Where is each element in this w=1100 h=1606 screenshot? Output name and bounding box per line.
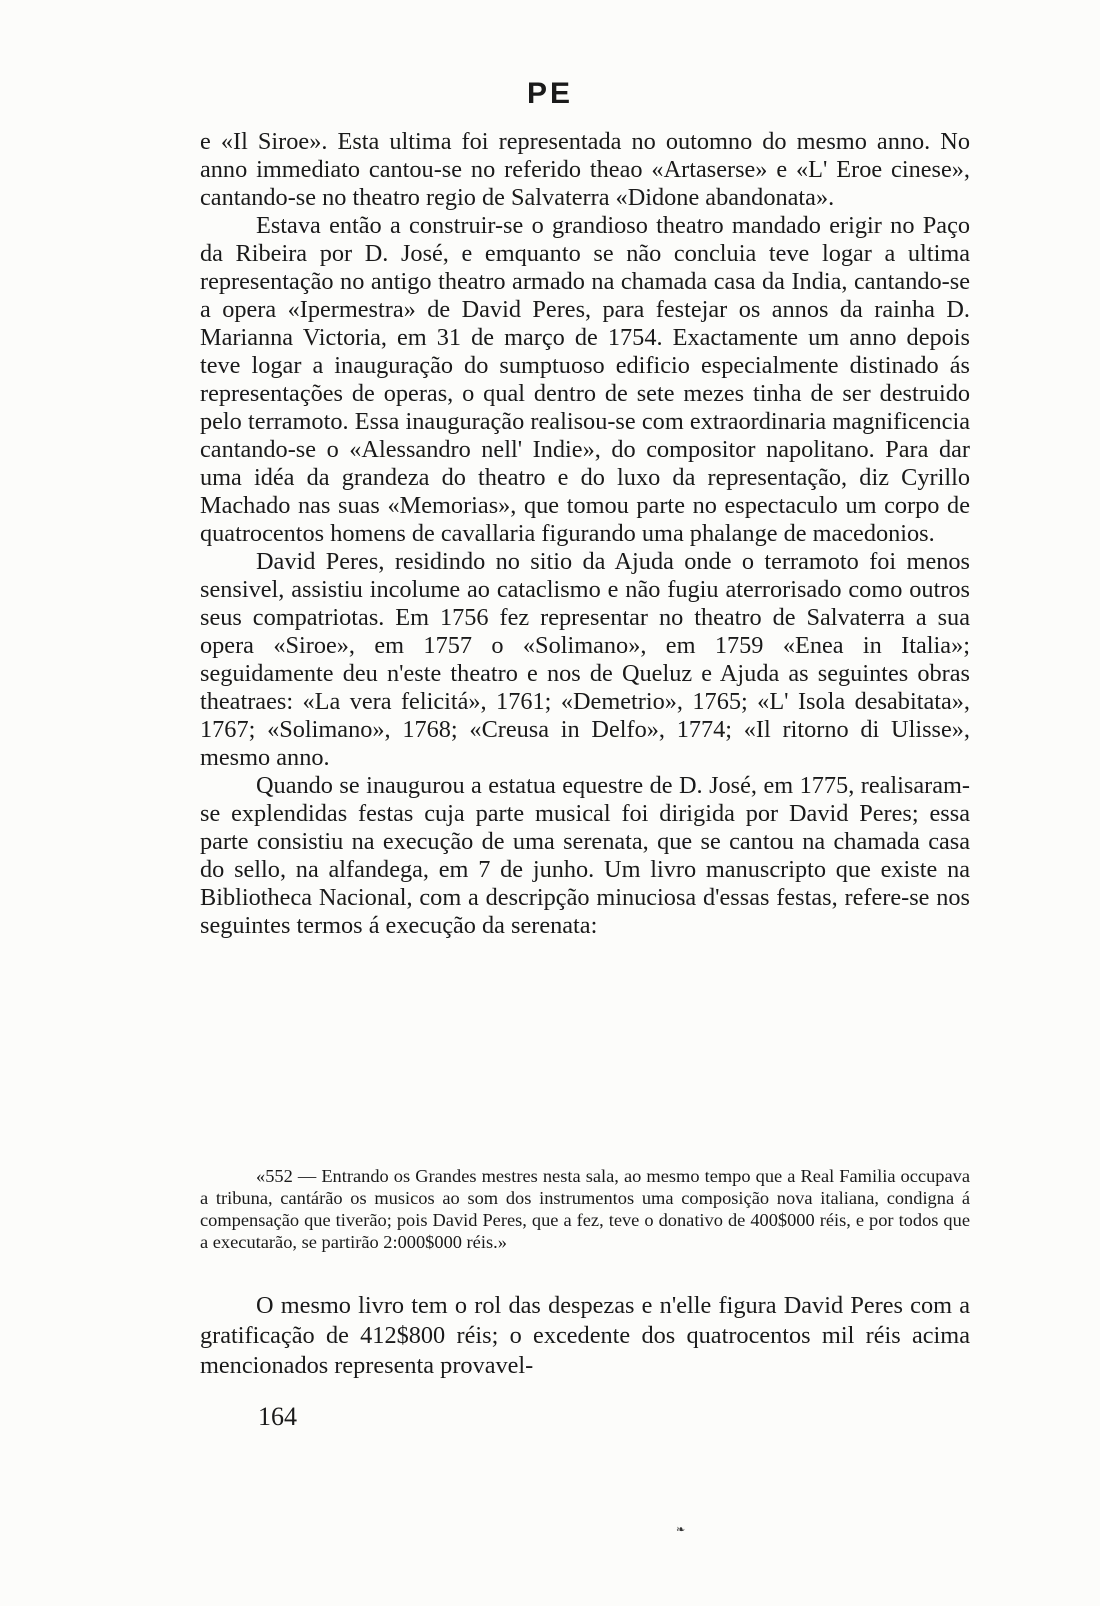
paragraph-estatua: Quando se inaugurou a estatua equestre de D. José, em 1775, realisaram-se explendidas festas cuja parte musical foi dirigida por David Peres; essa parte consistiu na execução de uma serenata, que se cantou na chamada casa do sello, na alfandega, em 7 de junho. Um livro manuscripto que existe na Bibliotheca Nacional, com a descripção minuciosa d'essas festas, refere-se nos seguintes termos á execução da serenata: [200, 772, 970, 939]
quote-text: «552 — Entrando os Grandes mestres nesta sala, ao mesmo tempo que a Real Familia occupava a tribuna, cantárão os musicos ao som dos instrumentos uma composição nova italiana, condigna á compensação que tiverão; pois David Peres, que a fez, teve o donativo de 400$000 réis, e por todos que a executarão, se partirão 2:000$000 réis.» [200, 1166, 970, 1252]
body-text [200, 128, 970, 940]
paragraph-closing: O mesmo livro tem o rol das despezas e n'elle figura David Peres com a gratificação de 412$800 réis; o excedente dos quatrocentos mil réis acima mencionados representa provavel- [200, 1292, 970, 1379]
paragraph-theatro: Estava então a construir-se o grandioso theatro mandado erigir no Paço da Ribeira por D. José, e emquanto se não concluia teve logar a ultima representação no antigo theatro armado na chamada casa da India, cantando-se a opera «Ipermestra» de David Peres, para festejar os annos da rainha D. Marianna Victoria, em 31 de março de 1754. Exactamente um anno depois teve logar a inauguração do sumptuoso edificio especialmente distinado ás representações de operas, o qual dentro de sete mezes tinha de ser destruido pelo terramoto. Essa inauguração realisou-se com extraordinaria magnificencia cantando-se o «Alessandro nell' Indie», do compositor napolitano. Para dar uma idéa da grandeza do theatro e do luxo da representação, diz Cyrillo Machado nas suas «Memorias», que tomou parte no espectaculo um corpo de quatrocentos homens de cavallaria figurando uma phalange de macedonios. [200, 212, 970, 547]
paragraph-continuation: e «Il Siroe». Esta ultima foi representada no outomno do mesmo anno. No anno immediato cantou-se no referido theao «Artaserse» e «L' Eroe cinese», cantando-se no theatro regio de Salvaterra «Didone abandonata». [200, 128, 970, 211]
running-head: PE [526, 77, 574, 110]
closing-text [200, 1291, 970, 1381]
block-quote [200, 1165, 970, 1253]
ornament-mark: ❧ [676, 1523, 686, 1536]
page-number: 164 [258, 1402, 297, 1431]
paragraph-david-peres: David Peres, residindo no sitio da Ajuda onde o terramoto foi menos sensivel, assistiu incolume ao cataclismo e não fugiu aterrorisado como outros seus compatriotas. Em 1756 fez representar no theatro de Salvaterra a sua opera «Siroe», em 1757 o «Solimano», em 1759 «Enea in Italia»; seguidamente deu n'este theatro e nos de Queluz e Ajuda as seguintes obras theatraes: «La vera felicitá», 1761; «Demetrio», 1765; «L' Isola desabitata», 1767; «Solimano», 1768; «Creusa in Delfo», 1774; «Il ritorno di Ulisse», mesmo anno. [200, 548, 970, 771]
